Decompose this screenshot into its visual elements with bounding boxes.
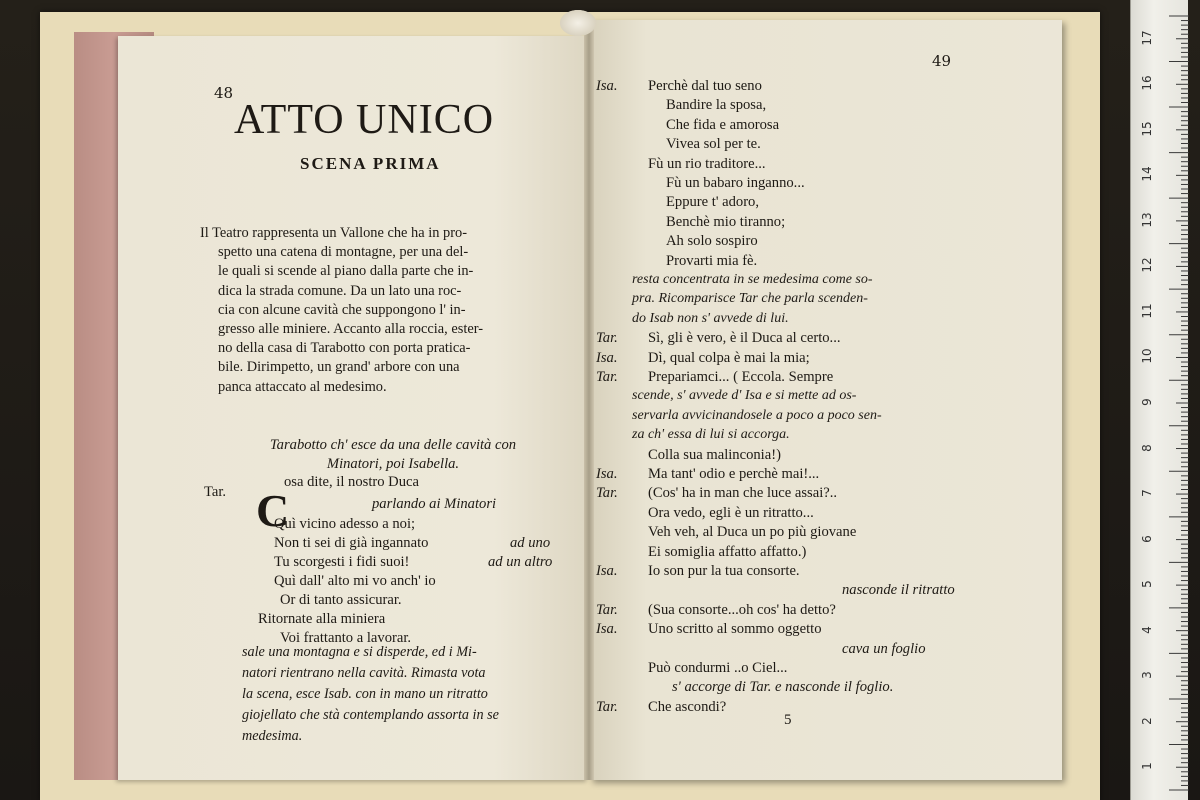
ruler-number: 3 [1140, 671, 1154, 679]
drop-cap: C [256, 485, 290, 536]
aside-text: ad un altro [488, 554, 553, 570]
page-number: 49 [932, 52, 952, 70]
aside-text: s' accorge di Tar. e nasconde il foglio. [672, 679, 894, 696]
speaker-label: Tar. [596, 369, 618, 385]
ruler-number: 7 [1140, 489, 1154, 497]
right-page [590, 20, 1062, 780]
binding-thread [560, 10, 596, 36]
speaker-label: Isa. [596, 621, 618, 638]
signature-mark: 5 [784, 712, 792, 728]
verse-line: Ora vedo, egli è un ritratto... [648, 504, 814, 521]
verse-line: Tu scorgesti i fidi suoi! [274, 554, 410, 570]
stage-line: natori rientrano nella cavità. Rimasta vota [242, 665, 486, 681]
verse-line: Che fida e amorosa [666, 116, 780, 133]
setting-line: no della casa di Tarabotto con porta pratica- [218, 340, 471, 357]
verse-line: Ah solo sospiro [666, 233, 758, 250]
ruler-number: 8 [1140, 443, 1154, 452]
verse-line: Fù un rio traditore... [648, 155, 766, 172]
act-title: ATTO UNICO [234, 97, 495, 143]
setting-line: Il Teatro rappresenta un Vallone che ha in pro- [200, 225, 467, 241]
setting-line: gresso alle miniere. Accanto alla roccia, ester- [218, 321, 484, 338]
stage-direction [218, 436, 568, 474]
aside-text: ad uno [510, 535, 551, 551]
stage-line: pra. Ricomparisce Tar che parla scenden- [632, 291, 868, 307]
verse-line: (Cos' ha in man che luce assai?.. [648, 485, 838, 502]
ruler-number: 17 [1140, 30, 1154, 46]
setting-line: dica la strada comune. Da un lato una roc- [218, 282, 462, 299]
ruler-number: 4 [1140, 625, 1154, 634]
verse-line: Ei somiglia affatto affatto.) [648, 543, 807, 560]
ruler-number: 10 [1140, 348, 1154, 365]
verse-line: Perchè dal tuo seno [648, 78, 762, 94]
ruler-number: 11 [1140, 303, 1154, 319]
verse-line: Sì, gli è vero, è il Duca al certo... [648, 330, 841, 347]
stage-line: scende, s' avvede d' Isa e si mette ad os- [632, 388, 857, 404]
verse-line: Può condurmi ..o Ciel... [648, 660, 788, 676]
verse-line: Uno scritto al sommo oggetto [648, 621, 822, 638]
speaker-label: Tar. [596, 698, 618, 715]
ruler-number: 5 [1140, 580, 1154, 588]
aside-text: parlando ai Minatori [372, 496, 497, 512]
setting-line: bile. Dirimpetto, un grand' arbore con una [218, 359, 460, 376]
setting-line: le quali si scende al piano dalla parte che in- [218, 263, 474, 280]
speaker-label: Tar. [596, 601, 618, 618]
verse-line: Che ascondi? [648, 698, 727, 715]
stage-line: la scena, esce Isab. con in mano un ritratto [242, 686, 488, 702]
ruler-number: 14 [1140, 166, 1154, 182]
aside-text: cava un foglio [842, 640, 926, 657]
setting-line: spetto una catena di montagne, per una del- [218, 244, 469, 261]
direction-line: Minatori, poi Isabella. [326, 456, 460, 472]
stage-line: giojellato che stà contemplando assorta in se [242, 707, 499, 723]
stage-line: sale una montagna e si disperde, ed i Mi- [242, 644, 477, 660]
verse-line: Ritornate alla miniera [258, 611, 386, 627]
speaker-label: Isa. [596, 349, 618, 366]
verse-line: Non ti sei di già ingannato [274, 535, 429, 551]
ruler-number: 15 [1140, 121, 1154, 137]
aside-text: nasconde il ritratto [842, 582, 955, 599]
verse-line: Veh veh, al Duca un po più giovane [648, 524, 857, 541]
stage-line: do Isab non s' avvede di lui. [632, 310, 789, 326]
ruler-number: 9 [1140, 398, 1154, 406]
verse-line: Or di tanto assicurar. [280, 592, 402, 608]
ruler-number: 16 [1140, 75, 1154, 91]
ruler-number: 2 [1140, 716, 1154, 725]
stage-line: servarla avvicinandosele a poco a poco sen- [632, 407, 882, 423]
setting-line: cia con alcune cavità che suppongono l' in- [218, 301, 466, 318]
verse-line: Benchè mio tiranno; [666, 213, 786, 230]
verse-line: Colla sua malinconia!) [648, 446, 781, 463]
stage-direction-block [242, 642, 582, 747]
verse-line: Bandire la sposa, [666, 97, 767, 114]
left-page [118, 36, 588, 780]
verse-line: Vivea sol per te. [666, 136, 761, 153]
verse-line: Voi frattanto a lavorar. [280, 630, 412, 646]
ruler-number: 6 [1140, 534, 1154, 543]
verse-line: osa dite, il nostro Duca [284, 474, 419, 490]
direction-line: Tarabotto ch' esce da una delle cavità con [269, 437, 517, 453]
speaker-label: Isa. [596, 563, 618, 579]
speaker-label: Tar. [596, 330, 618, 347]
verse-line: Provarti mia fè. [666, 252, 758, 269]
verse-line: Fù un babaro inganno... [666, 175, 805, 191]
verse-line: (Sua consorte...oh cos' ha detto? [648, 601, 836, 618]
speaker-label: Tar. [596, 485, 618, 502]
verse-line: Dì, qual colpa è mai la mia; [648, 349, 810, 366]
book-gutter [584, 20, 594, 780]
verse-line: Ma tant' odio e perchè mai!... [648, 466, 820, 482]
stage-line: medesima. [242, 728, 303, 744]
verse-line: Eppure t' adoro, [666, 194, 759, 211]
setting-line: panca attaccato al medesimo. [218, 378, 387, 395]
measuring-ruler [1130, 0, 1188, 800]
ruler-number: 12 [1140, 257, 1154, 274]
scene-setting [200, 224, 572, 397]
scene-title: SCENA PRIMA [300, 154, 441, 173]
ruler-number: 1 [1140, 762, 1154, 771]
verse-line: Quì vicino adesso a noi; [274, 516, 416, 532]
page-number: 48 [214, 84, 234, 102]
speaker-label: Isa. [596, 78, 618, 94]
ruler-number: 13 [1140, 212, 1154, 228]
verse-line: Io son pur la tua consorte. [648, 563, 800, 579]
verse-line: Quì dall' alto mi vo anch' io [274, 573, 436, 589]
speaker-label: Isa. [596, 466, 618, 482]
stage-line: resta concentrata in se medesima come so- [632, 272, 873, 287]
speaker-label: Tar. [204, 484, 227, 500]
stage-line: za ch' essa di lui si accorga. [632, 427, 790, 443]
verse-line: Prepariamci... ( Eccola. Sempre [648, 369, 834, 385]
